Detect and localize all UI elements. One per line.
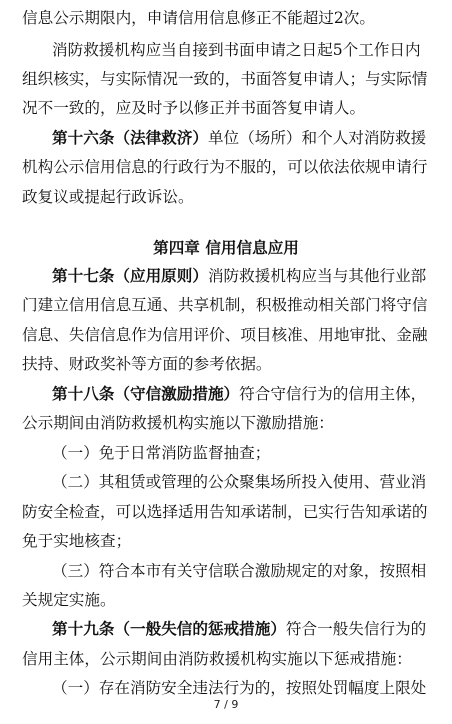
text-line: 关规定实施。 [22, 591, 116, 609]
article-16-heading: 第十六条（法律救济） [52, 128, 208, 147]
text-line: 消防救援机构应当自接到书面申请之日起5个工作日内 [52, 41, 421, 59]
list-item: （一）免于日常消防监督抽查； [52, 444, 271, 462]
article-18-first-line [52, 384, 432, 404]
article-16-text: 单位（场所）和个人对消防救援 [207, 129, 427, 147]
article-19-heading: 第十九条（一般失信的惩戒措施） [52, 619, 286, 638]
text-line: 组织核实，与实际情况一致的，书面答复申请人；与实际情 [22, 70, 428, 88]
list-item: （二）其租赁或管理的公众聚集场所投入使用、营业消 [52, 473, 427, 491]
text-line: 信用主体，公示期间由消防救援机构实施以下惩戒措施： [22, 650, 412, 668]
text-line: 免于实地核查； [22, 532, 132, 550]
text-line: 况不一致的，应及时予以修正并书面答复申请人。 [22, 99, 366, 117]
text-line: 防安全检查，可以选择适用告知承诺制，已实行告知承诺的 [22, 503, 428, 521]
article-16-first-line [52, 128, 432, 148]
text-line: 机构公示信用信息的行政行为不服的，可以依法依规申请行 [22, 158, 428, 176]
article-18-heading: 第十八条（守信激励措施） [52, 384, 240, 403]
list-item: （一）存在消防安全违法行为的，按照处罚幅度上限处 [52, 679, 427, 697]
article-17-first-line [52, 266, 432, 286]
text-line: 信息、失信信息作为信用评价、项目核准、用地审批、金融 [22, 326, 428, 344]
article-18-text: 符合守信行为的信用主体， [239, 385, 427, 403]
text-line: 政复议或提起行政诉讼。 [22, 188, 194, 206]
list-item: （三）符合本市有关守信联合激励规定的对象，按照相 [52, 562, 427, 580]
article-17-heading: 第十七条（应用原则） [52, 266, 208, 285]
text-line: 公示期间由消防救援机构实施以下激励措施： [22, 414, 334, 432]
text-line: 信息公示期限内，申请信用信息修正不能超过2次。 [22, 9, 375, 27]
article-19-text: 符合一般失信行为的 [285, 620, 427, 638]
article-17-text: 消防救援机构应当与其他行业部 [207, 267, 427, 285]
chapter-title: 第四章 信用信息应用 [153, 238, 299, 257]
text-line: 扶持、财政奖补等方面的参考依据。 [22, 355, 272, 373]
page-number: 7 / 9 [213, 698, 239, 711]
article-19-first-line [52, 619, 432, 639]
text-line: 门建立信用信息互通、共享机制，积极推动相关部门将守信 [22, 296, 428, 314]
